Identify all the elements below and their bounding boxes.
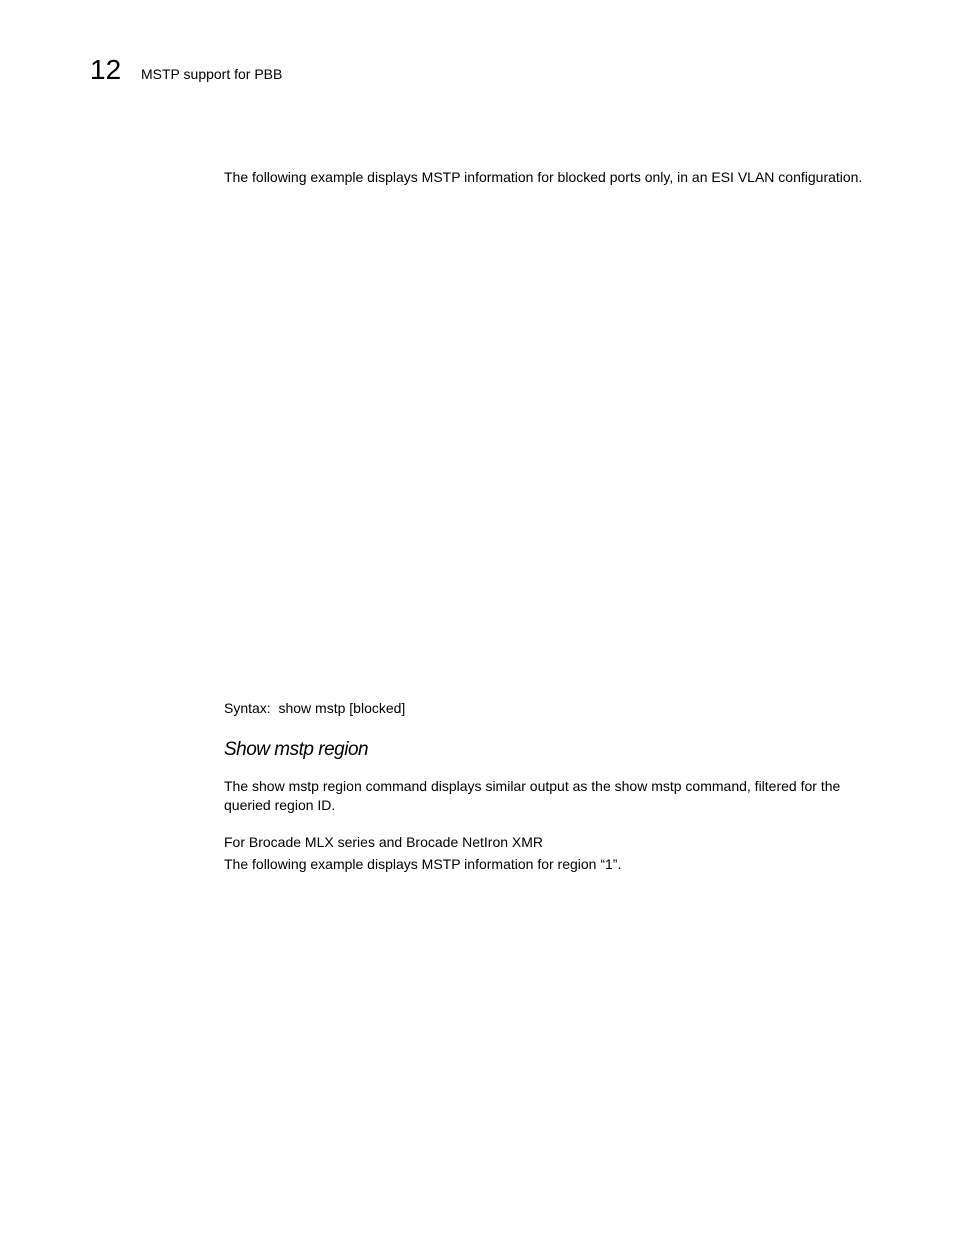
section-heading: Show mstp region bbox=[224, 739, 369, 760]
syntax-line bbox=[224, 699, 864, 718]
chapter-title: MSTP support for PBB bbox=[141, 66, 283, 82]
chapter-number: 12 bbox=[90, 54, 122, 85]
syntax-command: show mstp [blocked] bbox=[278, 700, 406, 716]
desc-command-2: show mstp bbox=[614, 778, 682, 794]
desc-text-3: command, filtered for the queried region ID. bbox=[224, 778, 841, 813]
intro-paragraph: The following example displays MSTP information for blocked ports only, in an ESI VLAN configuration. bbox=[224, 169, 863, 185]
desc-command-1: show mstp region bbox=[252, 778, 362, 794]
platform-subheading: For Brocade MLX series and Brocade NetIron XMR bbox=[224, 834, 544, 850]
region-example-paragraph: The following example displays MSTP information for region “1”. bbox=[224, 856, 622, 872]
desc-text-1: The bbox=[224, 778, 253, 794]
syntax-label: Syntax: bbox=[224, 700, 271, 716]
desc-text-2: command displays similar output as the bbox=[361, 778, 615, 794]
region-description bbox=[224, 777, 864, 815]
